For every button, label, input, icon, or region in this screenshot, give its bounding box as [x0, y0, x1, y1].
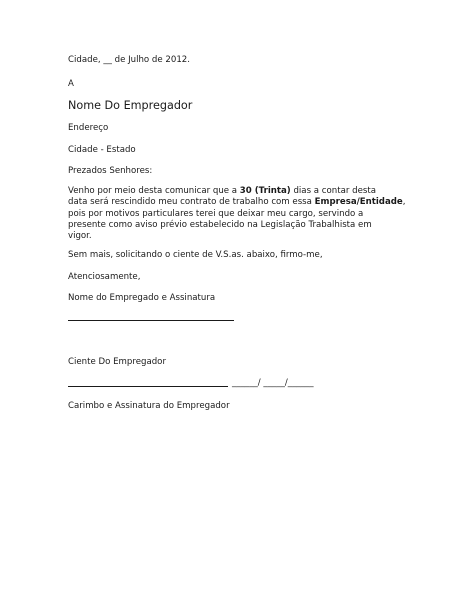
body-text: ,: [402, 197, 406, 208]
body-text: dias a contar desta: [290, 186, 376, 196]
closing: Atenciosamente,: [68, 272, 141, 282]
body-line-3: pois por motivos particulares terei que deixar meu cargo, servindo a: [68, 208, 364, 219]
body-line-5: vigor.: [68, 231, 92, 242]
date-line: Cidade, __ de Julho de 2012.: [68, 55, 190, 65]
body-line-4: presente como aviso prévio estabelecido na Legislação Trabalhista em: [68, 219, 372, 230]
salutation: Prezados Senhores:: [68, 166, 153, 176]
body-line-1: [68, 186, 413, 197]
date-blanks: ______/ _____/______: [232, 378, 314, 388]
request-line: Sem mais, solicitando o ciente de V.S.as. abaixo, firmo-me,: [68, 250, 323, 260]
employer-signature-line: [68, 386, 228, 387]
letter-body: [68, 186, 413, 242]
city-state: Cidade - Estado: [68, 145, 136, 155]
body-text: Venho por meio desta comunicar que a: [68, 186, 240, 196]
company-entity: Empresa/Entidade: [314, 197, 403, 208]
employer-acknowledgement: Ciente Do Empregador: [68, 357, 166, 367]
body-line-2: [68, 197, 413, 208]
employee-signature-line: [68, 320, 234, 321]
employer-name: Nome Do Empregador: [68, 99, 193, 112]
stamp-label: Carimbo e Assinatura do Empregador: [68, 401, 230, 411]
addressee-prefix: A: [68, 79, 74, 89]
body-text: data será rescindido meu contrato de trabalho com essa: [68, 197, 315, 208]
employer-address: Endereço: [68, 123, 109, 133]
employee-signature-label: Nome do Empregado e Assinatura: [68, 293, 216, 303]
notice-period: 30 (Trinta): [239, 186, 291, 196]
